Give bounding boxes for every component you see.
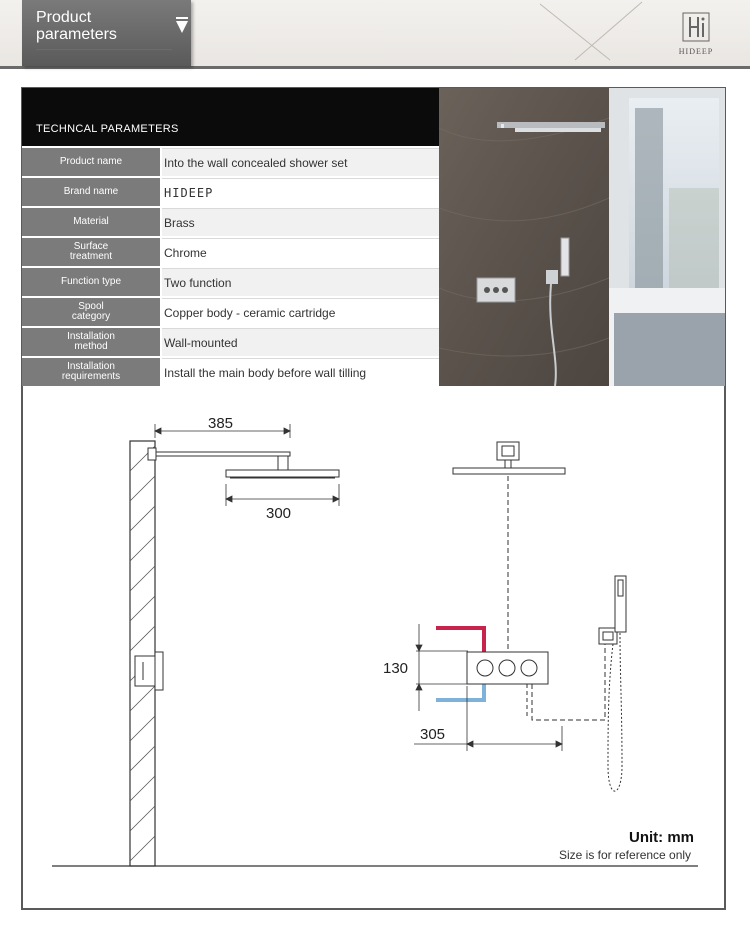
spec-value: Copper body - ceramic cartridge xyxy=(162,298,439,326)
dimension-diagram xyxy=(22,386,726,908)
spec-row xyxy=(22,178,439,208)
spec-row xyxy=(22,148,439,178)
valve-front xyxy=(467,652,548,684)
spec-value: Into the wall concealed shower set xyxy=(162,148,439,176)
spec-value: Install the main body before wall tilling xyxy=(162,358,439,386)
spec-value: HIDEEP xyxy=(162,178,439,206)
dimension-label-305: 305 xyxy=(420,726,446,743)
spec-value: Wall-mounted xyxy=(162,328,439,356)
header-divider xyxy=(0,66,750,69)
dimension-130 xyxy=(416,624,468,711)
spec-label: Product name xyxy=(22,148,160,176)
spec-row xyxy=(22,208,439,238)
product-photo xyxy=(439,88,725,386)
spec-row xyxy=(22,358,439,388)
shower-head-front xyxy=(453,442,565,474)
spec-table-heading: TECHNCAL PARAMETERS xyxy=(22,88,439,146)
unit-label: Unit: mm xyxy=(629,829,694,846)
section-title: Product parameters xyxy=(36,9,117,43)
spec-row xyxy=(22,298,439,328)
decorative-lines xyxy=(530,0,650,66)
spec-row xyxy=(22,328,439,358)
spec-label: Spool category xyxy=(22,298,160,326)
dimension-label-385: 385 xyxy=(208,415,234,432)
dimension-label-300: 300 xyxy=(266,505,292,522)
spec-label: Installation method xyxy=(22,328,160,356)
hand-shower xyxy=(599,576,626,644)
spec-label: Function type xyxy=(22,268,160,296)
dimension-300 xyxy=(226,484,339,506)
wall-section xyxy=(130,441,155,866)
cold-pipe xyxy=(436,682,484,700)
spec-label: Installation requirements xyxy=(22,358,160,386)
spec-label: Material xyxy=(22,208,160,236)
spec-row xyxy=(22,268,439,298)
shower-arm-side xyxy=(148,448,339,478)
down-arrow-icon xyxy=(175,17,189,35)
spec-value: Brass xyxy=(162,208,439,236)
brand-logo-text: HIDEEP xyxy=(678,47,714,56)
spec-value: Two function xyxy=(162,268,439,296)
dimension-label-130: 130 xyxy=(383,660,409,677)
section-subtitle-fineprint: ········································································································································ xyxy=(36,47,172,51)
section-tag xyxy=(22,0,191,66)
hose xyxy=(608,632,622,791)
reference-note: Size is for reference only xyxy=(559,848,692,862)
brand-logo-icon xyxy=(681,12,711,42)
hot-pipe xyxy=(436,628,484,654)
spec-table xyxy=(22,88,439,386)
spec-label: Surface treatment xyxy=(22,238,160,266)
valve-side xyxy=(135,652,163,690)
spec-row xyxy=(22,238,439,268)
brand-logo xyxy=(678,12,714,56)
spec-label: Brand name xyxy=(22,178,160,206)
spec-value: Chrome xyxy=(162,238,439,266)
